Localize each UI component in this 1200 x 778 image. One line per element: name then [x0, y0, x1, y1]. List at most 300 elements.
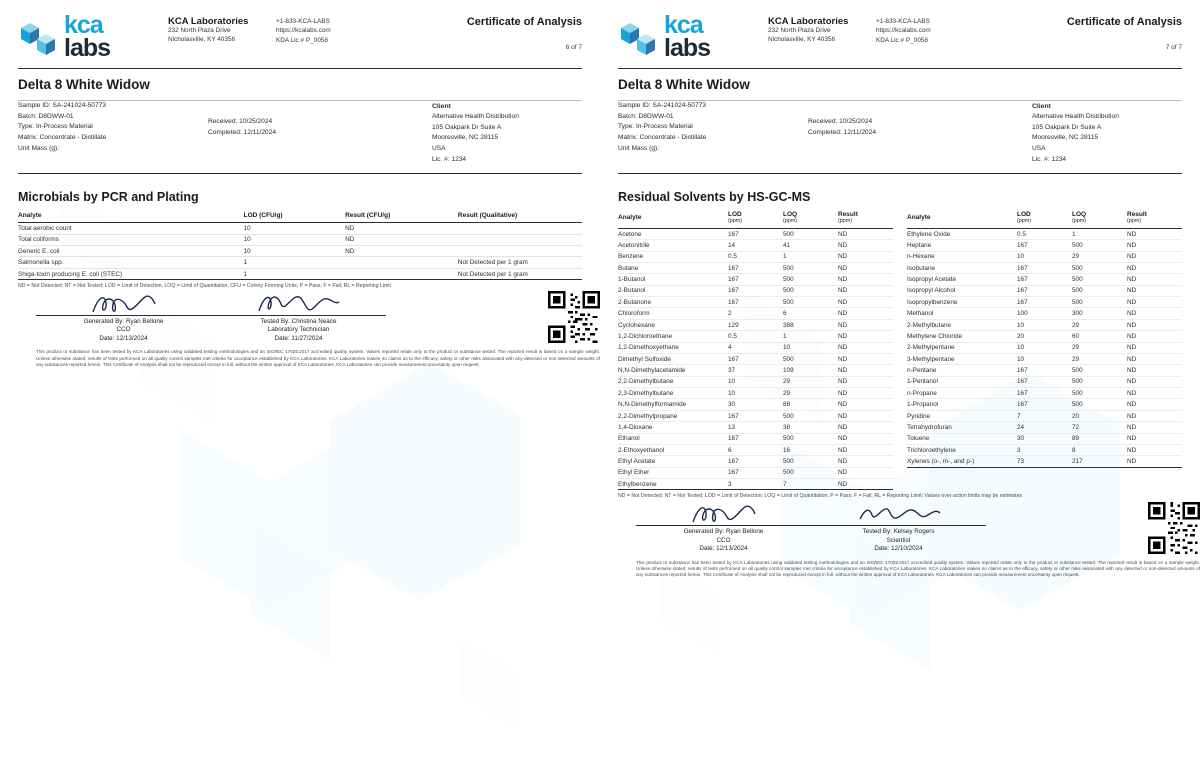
cell-result: ND: [838, 480, 848, 488]
table-row: [618, 297, 893, 308]
col-result-qual: Result (Qualitative): [458, 210, 582, 223]
cell-lod: 0.5: [728, 253, 737, 261]
signer-date: Date: 11/27/2024: [274, 334, 323, 342]
cell-result: ND: [838, 435, 848, 443]
client-label: Client: [432, 103, 451, 110]
table-row: [907, 262, 1182, 273]
cell-lod: 167: [728, 298, 739, 306]
sample-type: Type: In-Process Material: [18, 123, 93, 131]
col-result-cfu: Result (CFU/g): [345, 210, 458, 223]
cell-lod: 167: [728, 412, 739, 420]
table-row: [618, 342, 893, 353]
table-row: [618, 319, 893, 330]
cell-analyte: Cyclohexane: [618, 321, 655, 329]
cell-result: ND: [1127, 401, 1137, 409]
signature-mark-icon: [689, 501, 759, 527]
col-result: Result (ppm): [1127, 210, 1182, 228]
cell-result: ND: [838, 344, 848, 352]
cell-result: ND: [838, 332, 848, 340]
cell-lod: 30: [1017, 435, 1025, 443]
cell-analyte: 2-Methylbutane: [907, 321, 952, 329]
cell-analyte: Total coliforms: [18, 236, 59, 244]
client-city: Mooresville, NC 28115: [1032, 134, 1099, 142]
col-loq: LOQ (ppm): [783, 210, 838, 228]
lab-phone: +1-833-KCA-LABS: [876, 18, 930, 25]
cell-result: ND: [838, 253, 848, 261]
cell-result: ND: [838, 287, 848, 295]
cell-result: ND: [838, 230, 848, 238]
cell-loq: 1: [1072, 230, 1076, 238]
cell-analyte: Toluene: [907, 435, 930, 443]
table-row: [907, 251, 1182, 262]
cell-loq: 88: [783, 401, 791, 409]
cell-lod: 10: [1017, 355, 1025, 363]
cell-loq: 500: [783, 276, 794, 284]
signature-tested-by: [211, 282, 386, 344]
cell-analyte: Heptane: [907, 241, 932, 249]
brand-labs: labs: [64, 34, 111, 62]
sample-divider: [618, 173, 1182, 174]
cell-loq: 29: [1072, 253, 1080, 261]
lab-license: KDA Lic.# P_0058: [876, 36, 928, 44]
cell-loq: 500: [1072, 389, 1083, 397]
brand-kca: kca: [64, 11, 103, 39]
cell-loq: 500: [1072, 241, 1083, 249]
cell-lod: 10: [243, 247, 251, 255]
sample-id: Sample ID: SA-241024-50773: [18, 102, 106, 109]
cell-result: ND: [1127, 332, 1137, 340]
cell-loq: 109: [783, 367, 794, 375]
table-row: [907, 422, 1182, 433]
table-row: [18, 223, 582, 234]
cell-analyte: 2,2-Dimethylpropane: [618, 412, 678, 420]
microbials-table: [18, 210, 582, 280]
cell-loq: 10: [783, 344, 791, 352]
cell-result: ND: [1127, 344, 1137, 352]
cell-lod: 3: [728, 480, 732, 488]
cell-analyte: Tetrahydrofuran: [907, 423, 952, 431]
lab-contact: [276, 14, 396, 45]
sample-id: Sample ID: SA-241024-50773: [618, 102, 706, 109]
table-row: [618, 285, 893, 296]
signer-name: Tested By: Kelsey Rogers: [862, 528, 935, 536]
cell-lod: 167: [1017, 389, 1028, 397]
qr-code[interactable]: [548, 291, 600, 343]
table-row: [907, 353, 1182, 364]
qr-code[interactable]: [1148, 502, 1200, 554]
cell-loq: 60: [1072, 332, 1080, 340]
cell-analyte: 2-Methylpentane: [907, 344, 955, 352]
cell-loq: 16: [783, 446, 791, 454]
lab-info: [168, 14, 276, 44]
brand-logo: [18, 11, 168, 62]
signer-date: Date: 12/10/2024: [874, 545, 923, 553]
client-street: 105 Oakpark Dr Suite A: [432, 123, 502, 131]
client-country: USA: [432, 145, 446, 153]
table-row: [618, 240, 893, 251]
cell-lod: 0.5: [1017, 230, 1026, 238]
coa-header-block: [1067, 14, 1182, 51]
table-row: [907, 399, 1182, 410]
signer-date: Date: 12/13/2024: [699, 545, 748, 553]
cell-analyte: Isopropyl Alcohol: [907, 287, 956, 295]
cell-lod: 3: [1017, 446, 1021, 454]
cell-lod: 167: [728, 469, 739, 477]
lab-name: KCA Laboratories: [168, 16, 249, 27]
cell-lod: 24: [1017, 423, 1025, 431]
cell-result: [345, 257, 458, 268]
lab-website[interactable]: https://kcalabs.com: [876, 27, 931, 35]
lab-contact: [876, 14, 996, 45]
col-analyte: Analyte: [618, 210, 728, 228]
cell-analyte: Isobutane: [907, 264, 936, 272]
cell-lod: 1: [243, 270, 248, 278]
client-city: Mooresville, NC 28115: [432, 134, 499, 142]
cell-analyte: 1-Propanol: [907, 401, 939, 409]
signer-name: Generated By: Ryan Bellone: [83, 317, 164, 325]
cell-lod: 37: [728, 367, 736, 375]
col-analyte: Analyte: [18, 210, 244, 223]
page-title: Delta 8 White Widow: [618, 77, 750, 92]
cell-result: [345, 268, 458, 279]
table-row: [907, 228, 1182, 239]
table-row: [18, 234, 582, 245]
cell-result: ND: [838, 469, 848, 477]
signature-line: [211, 282, 386, 316]
table-row: [618, 262, 893, 273]
cell-analyte: Acetonitrile: [618, 241, 650, 249]
table-row: [618, 410, 893, 421]
cell-loq: 388: [783, 321, 794, 329]
cell-loq: 29: [1072, 355, 1080, 363]
cell-analyte: 1,4-Dioxane: [618, 423, 653, 431]
cell-lod: 167: [728, 355, 739, 363]
client-street: 105 Oakpark Dr Suite A: [1032, 123, 1102, 131]
cell-result: ND: [1127, 446, 1137, 454]
kca-cubes-icon: [618, 17, 658, 57]
cell-lod: 167: [1017, 298, 1028, 306]
table-row: [907, 240, 1182, 251]
table-row: [907, 285, 1182, 296]
cell-lod: 10: [1017, 253, 1025, 261]
cell-result: ND: [1127, 412, 1137, 420]
sample-unit-mass: Unit Mass (g):: [618, 144, 660, 152]
table-row: [907, 456, 1182, 467]
col-lod: LOD (CFU/g): [244, 210, 346, 223]
cell-loq: 29: [783, 389, 791, 397]
cell-lod: 167: [728, 435, 739, 443]
signer-role: Laboratory Technician: [267, 326, 330, 334]
cell-loq: 89: [1072, 435, 1080, 443]
cell-lod: 1: [243, 259, 248, 267]
cell-lod: 167: [1017, 276, 1028, 284]
cell-loq: 7: [783, 480, 787, 488]
cell-analyte: Pyridine: [907, 412, 931, 420]
col-lod: LOD (ppm): [1017, 210, 1072, 228]
signer-date: Date: 12/13/2024: [99, 334, 148, 342]
cell-loq: 6: [783, 310, 787, 318]
signature-area-left: [36, 282, 600, 368]
sample-divider: [18, 173, 582, 174]
cell-analyte: 2,3-Dimethylbutane: [618, 389, 674, 397]
cell-lod: 13: [728, 423, 736, 431]
cell-result: ND: [838, 321, 848, 329]
cell-result: ND: [838, 298, 848, 306]
residual-solvents-tables: [618, 210, 1182, 490]
lab-address-1: 232 North Plaza Drive: [168, 27, 231, 34]
cell-loq: 500: [1072, 378, 1083, 386]
cell-analyte: Xylenes (o-, m-, and p-): [907, 458, 975, 466]
signature-generated-by: [636, 492, 811, 554]
table-row: [618, 433, 893, 444]
cell-loq: 500: [1072, 264, 1083, 272]
sample-batch: Batch: D8DWW-01: [18, 112, 74, 120]
cell-result: ND: [838, 423, 848, 431]
cell-result: ND: [838, 355, 848, 363]
cell-loq: 500: [1072, 276, 1083, 284]
col-lod: LOD (ppm): [728, 210, 783, 228]
cell-result: ND: [1127, 310, 1137, 318]
cell-result: ND: [838, 276, 848, 284]
cell-lod: 167: [1017, 241, 1028, 249]
cell-analyte: 1-Pentanol: [907, 378, 938, 386]
coa-page-right: [600, 0, 1200, 778]
cell-analyte: Dimethyl Sulfoxide: [618, 355, 671, 363]
cell-analyte: 1-Butanol: [618, 276, 646, 284]
cell-analyte: N,N-Dimethylacetamide: [618, 367, 686, 375]
table-row: [618, 376, 893, 387]
cell-analyte: n-Hexane: [907, 253, 935, 261]
signature-mark-icon: [89, 291, 159, 317]
cell-lod: 167: [728, 276, 739, 284]
table-row: [618, 308, 893, 319]
cell-loq: 500: [1072, 367, 1083, 375]
cell-lod: 167: [1017, 264, 1028, 272]
table-row: [18, 257, 582, 268]
cell-lod: 167: [728, 230, 739, 238]
signature-line: [811, 492, 986, 526]
table-row: [907, 433, 1182, 444]
cell-loq: 29: [1072, 321, 1080, 329]
cell-loq: 500: [783, 230, 794, 238]
sample-matrix: Matrix: Concentrate - Distillate: [18, 134, 107, 142]
cell-result: ND: [1127, 276, 1137, 284]
cell-analyte: Ethyl Ether: [618, 469, 650, 477]
page-title: Delta 8 White Widow: [18, 77, 150, 92]
sample-summary: [18, 101, 582, 165]
cell-loq: 500: [783, 264, 794, 272]
cell-loq: 20: [1072, 412, 1080, 420]
cell-analyte: 2-Ethoxyethanol: [618, 446, 665, 454]
cell-lod: 6: [728, 446, 732, 454]
cell-analyte: Chloroform: [618, 310, 650, 318]
cell-analyte: 3-Methylpentane: [907, 355, 955, 363]
cell-loq: 500: [783, 458, 794, 466]
cell-loq: 500: [1072, 298, 1083, 306]
cell-analyte: Generic E. coli: [18, 247, 60, 255]
cell-loq: 29: [1072, 344, 1080, 352]
table-row: [18, 246, 582, 257]
signature-generated-by: [36, 282, 211, 344]
cell-result: ND: [838, 446, 848, 454]
cell-analyte: Acetone: [618, 230, 642, 238]
cell-lod: 10: [243, 225, 251, 233]
cell-result: ND: [838, 264, 848, 272]
cell-analyte: Ethylene Oxide: [907, 230, 951, 238]
page-header-left: [18, 11, 582, 62]
client-country: USA: [1032, 145, 1046, 153]
col-result: Result (ppm): [838, 210, 893, 228]
cell-analyte: Trichloroethylene: [907, 446, 956, 454]
cell-result: ND: [838, 389, 848, 397]
cell-lod: 167: [728, 458, 739, 466]
cell-result: ND: [838, 401, 848, 409]
cell-result: ND: [838, 378, 848, 386]
cell-result: ND: [1127, 378, 1137, 386]
cell-lod: 14: [728, 241, 736, 249]
table-row: [907, 444, 1182, 455]
table-row: [907, 342, 1182, 353]
cell-loq: 1: [783, 332, 787, 340]
sample-matrix: Matrix: Concentrate - Distillate: [618, 134, 707, 142]
cell-loq: 300: [1072, 310, 1083, 318]
cell-loq: 38: [783, 423, 791, 431]
lab-address-1: 232 North Plaza Drive: [768, 27, 831, 34]
coa-title: Certificate of Analysis: [1066, 16, 1182, 28]
signer-name: Tested By: Christina Neace: [260, 317, 337, 325]
signature-mark-icon: [856, 501, 942, 527]
cell-analyte: 2-Butanol: [618, 287, 646, 295]
cell-analyte: n-Pentane: [907, 367, 937, 375]
table-row: [618, 251, 893, 262]
cell-lod: 30: [728, 401, 736, 409]
cell-result: ND: [1127, 264, 1137, 272]
cell-loq: 500: [783, 435, 794, 443]
cell-loq: 500: [783, 298, 794, 306]
table-row: [618, 467, 893, 478]
col-loq: LOQ (ppm): [1072, 210, 1127, 228]
table-footnote: ND = Not Detected; NT = Not Tested; LOD = Limit of Detection; LOQ = Limit of Quantitation; CFU = Colony Forming Units; P = Pass; F = Fail; RL = Reporting Limit: [18, 283, 391, 290]
coa-title: Certificate of Analysis: [466, 16, 582, 28]
sample-batch: Batch: D8DWW-01: [618, 112, 674, 120]
cell-analyte: Shiga-toxin producing E. coli (STEC): [18, 270, 123, 278]
table-row: [618, 228, 893, 239]
disclaimer-text: This product or substance has been tested by KCA Laboratories using validated testing methodologies and an ISO/IEC 17025:2017 accredited quality system. Values reported relate only to the product or substance tested. The reported result is based on a sample weight. Unless otherwise stated, results of tests performed on all quality control samples met criteria for acceptance established by KCA Laboratories. KCA Laboratories makes no claims as to the efficacy, safety or other risks associated with any detected or non-detected amounts of any substances reported herein. This Certificate of Analysis shall not be reproduced except in full, without the written approval of KCA Laboratories. KCA Laboratories can provide measurement uncertainty upon request.: [36, 349, 600, 367]
cell-loq: 217: [1072, 458, 1083, 466]
table-row: [907, 308, 1182, 319]
cell-lod: 20: [1017, 332, 1025, 340]
date-received: Received: 10/25/2024: [808, 118, 873, 125]
cell-loq: 1: [783, 253, 787, 261]
cell-loq: 500: [783, 287, 794, 295]
cell-result: ND: [1127, 435, 1137, 443]
cell-lod: 100: [1017, 310, 1028, 318]
cell-lod: 10: [243, 236, 251, 244]
page-number: 6 of 7: [565, 44, 582, 51]
header-divider: [618, 68, 1182, 69]
brand-kca: kca: [664, 11, 703, 39]
cell-lod: 129: [728, 321, 739, 329]
table-row: [907, 274, 1182, 285]
cell-analyte: Isopropyl Acetate: [907, 276, 957, 284]
cell-analyte: Methylene Chloride: [907, 332, 963, 340]
signer-role: CCO: [716, 536, 731, 544]
section-title-microbials: Microbials by PCR and Plating: [18, 190, 199, 205]
table-row: [907, 388, 1182, 399]
signature-tested-by: [811, 492, 986, 554]
cell-loq: 8: [1072, 446, 1076, 454]
cell-loq: 500: [1072, 287, 1083, 295]
table-row: [907, 410, 1182, 421]
coa-header-block: [467, 14, 582, 51]
lab-address-2: Nicholasville, KY 40356: [168, 35, 236, 43]
table-row: [618, 365, 893, 376]
kca-cubes-icon: [18, 17, 58, 57]
col-analyte: Analyte: [907, 210, 1017, 228]
cell-qualitative: [458, 234, 582, 245]
table-row: [618, 353, 893, 364]
cell-lod: 10: [1017, 344, 1025, 352]
brand-labs: labs: [664, 34, 711, 62]
cell-analyte: Ethylbenzene: [618, 480, 657, 488]
cell-analyte: Ethanol: [618, 435, 640, 443]
table-row: [618, 331, 893, 342]
sample-unit-mass: Unit Mass (g):: [18, 144, 60, 152]
cell-result: ND: [1127, 253, 1137, 261]
residual-solvents-table-left: [618, 210, 893, 490]
cell-result: ND: [1127, 389, 1137, 397]
client-name: Alternative Health Distribution: [1032, 113, 1119, 120]
cell-analyte: 2,2-Dimethylbutane: [618, 378, 674, 386]
cell-lod: 0.5: [728, 332, 737, 340]
cell-result: ND: [1127, 230, 1137, 238]
signer-name: Generated By: Ryan Bellone: [683, 528, 764, 536]
page-number: 7 of 7: [1165, 44, 1182, 51]
lab-address-2: Nicholasville, KY 40356: [768, 35, 836, 43]
client-license: Lic. #: 1234: [1032, 155, 1067, 163]
cell-loq: 500: [1072, 401, 1083, 409]
header-divider: [18, 68, 582, 69]
cell-lod: 167: [728, 287, 739, 295]
table-row: [618, 456, 893, 467]
date-completed: Completed: 12/11/2024: [808, 128, 877, 136]
cell-result: ND: [1127, 287, 1137, 295]
cell-lod: 10: [1017, 321, 1025, 329]
signature-line: [36, 282, 211, 316]
cell-lod: 167: [728, 264, 739, 272]
signature-mark-icon: [256, 291, 342, 317]
cell-lod: 167: [1017, 378, 1028, 386]
cell-result: ND: [345, 225, 355, 233]
date-completed: Completed: 12/11/2024: [208, 128, 277, 136]
table-row: [618, 274, 893, 285]
cell-result: ND: [345, 236, 355, 244]
cell-qualitative: Not Detected per 1 gram: [457, 270, 528, 278]
cell-analyte: Isopropylbenzene: [907, 298, 958, 306]
client-label: Client: [1032, 103, 1051, 110]
cell-result: ND: [838, 458, 848, 466]
signer-role: CCO: [116, 326, 131, 334]
table-footnote: ND = Not Detected; NT = Not Tested; LOD = Limit of Detection; LOQ = Limit of Quantitation; P = Pass; F = Fail; RL = Reporting Limit; Values over action limits may be estimates: [618, 493, 1023, 500]
cell-result: ND: [1127, 355, 1137, 363]
cell-analyte: N,N-Dimethylformamide: [618, 401, 687, 409]
table-row: [618, 388, 893, 399]
cell-lod: 167: [1017, 287, 1028, 295]
lab-website[interactable]: https://kcalabs.com: [276, 27, 331, 35]
cell-lod: 2: [728, 310, 732, 318]
table-row: [618, 399, 893, 410]
date-received: Received: 10/25/2024: [208, 118, 273, 125]
